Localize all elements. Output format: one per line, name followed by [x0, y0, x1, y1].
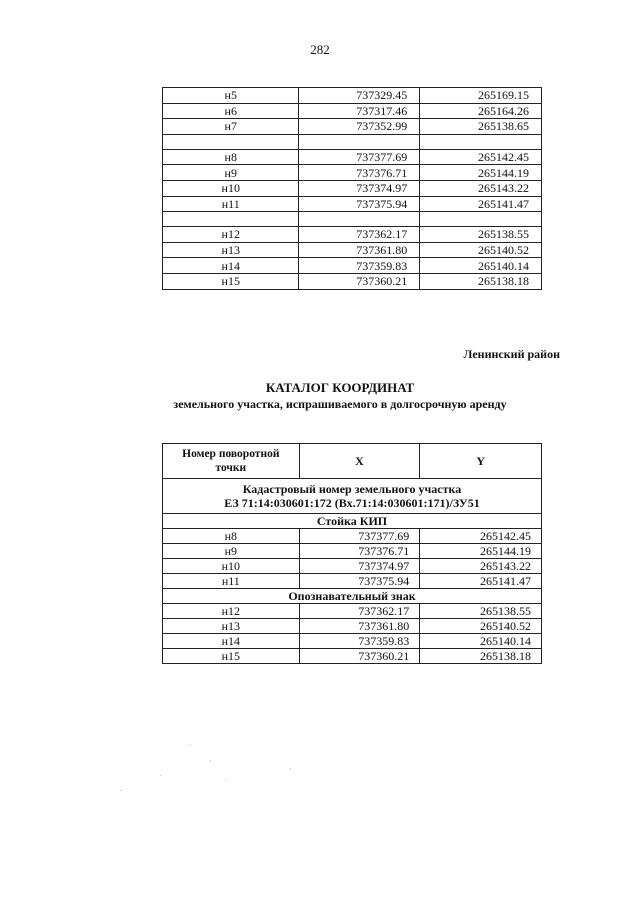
empty-cell — [420, 134, 542, 149]
x-coordinate-cell: 737359.83 — [299, 634, 420, 649]
y-coordinate-cell: 265138.18 — [420, 649, 542, 664]
point-number-cell: н7 — [163, 119, 299, 135]
section-name: Стойка КИП — [163, 514, 542, 529]
x-coordinate-cell: 737359.83 — [299, 258, 420, 274]
x-coordinate-cell: 737377.69 — [299, 529, 420, 544]
x-coordinate-cell: 737361.80 — [299, 242, 420, 258]
cadastral-number: ЕЗ 71:14:030601:172 (Вх.71:14:030601:171)/ЗУ51 — [224, 496, 480, 510]
empty-cell — [163, 212, 299, 227]
y-coordinate-cell: 265142.45 — [420, 529, 542, 544]
coordinates-table-catalog — [162, 443, 542, 664]
table-row — [163, 273, 542, 289]
y-coordinate-cell: 265138.55 — [420, 227, 542, 243]
empty-separator-row — [163, 134, 542, 149]
y-coordinate-cell: 265141.47 — [420, 574, 542, 589]
cadastral-label: Кадастровый номер земельного участка — [242, 482, 462, 496]
point-number-cell: н5 — [163, 88, 299, 104]
x-coordinate-cell: 737377.69 — [299, 149, 420, 165]
table-row — [163, 119, 542, 135]
table-row — [163, 604, 542, 619]
section-header-row — [163, 514, 542, 529]
empty-cell — [163, 134, 299, 149]
y-coordinate-cell: 265141.47 — [420, 196, 542, 212]
table-row — [163, 619, 542, 634]
point-number-cell: н12 — [163, 604, 300, 619]
x-coordinate-cell: 737362.17 — [299, 604, 420, 619]
x-coordinate-cell: 737361.80 — [299, 619, 420, 634]
point-number-cell: н10 — [163, 559, 300, 574]
empty-cell — [299, 134, 420, 149]
table-row — [163, 227, 542, 243]
y-coordinate-cell: 265138.18 — [420, 273, 542, 289]
y-coordinate-cell: 265143.22 — [420, 180, 542, 196]
point-number-cell: н13 — [163, 619, 300, 634]
point-number-cell: н15 — [163, 649, 300, 664]
x-coordinate-cell: 737360.21 — [299, 273, 420, 289]
coordinates-table-catalog-body — [163, 479, 542, 664]
scan-speck — [190, 745, 191, 746]
table-row — [163, 258, 542, 274]
x-coordinate-cell: 737375.94 — [299, 196, 420, 212]
point-number-cell: н14 — [163, 258, 299, 274]
point-number-cell: н8 — [163, 149, 299, 165]
coordinates-table-top-body — [163, 88, 542, 290]
x-coordinate-cell: 737352.99 — [299, 119, 420, 135]
x-coordinate-cell: 737376.71 — [299, 544, 420, 559]
point-number-cell: н14 — [163, 634, 300, 649]
district-name: Ленинский район — [463, 347, 560, 361]
point-number-cell: н12 — [163, 227, 299, 243]
x-coordinate-cell: 737374.97 — [299, 180, 420, 196]
section-header-row — [163, 589, 542, 604]
header-point-number: Номер поворотной точки — [163, 444, 300, 479]
section-name: Опознавательный знак — [163, 589, 542, 604]
table-row — [163, 242, 542, 258]
y-coordinate-cell: 265138.65 — [420, 119, 542, 135]
page-number: 282 — [310, 42, 330, 57]
point-number-cell: н8 — [163, 529, 300, 544]
table-row — [163, 634, 542, 649]
catalog-subtitle: земельного участка, испрашиваемого в долгосрочную аренду — [173, 397, 507, 411]
scan-speck — [210, 760, 211, 761]
x-coordinate-cell: 737360.21 — [299, 649, 420, 664]
point-number-cell: н15 — [163, 273, 299, 289]
y-coordinate-cell: 265140.52 — [420, 619, 542, 634]
y-coordinate-cell: 265142.45 — [420, 149, 542, 165]
table-row — [163, 180, 542, 196]
point-number-cell: н11 — [163, 574, 300, 589]
y-coordinate-cell: 265164.26 — [420, 103, 542, 119]
table-row — [163, 165, 542, 181]
coordinates-table-top — [162, 87, 542, 290]
table-row — [163, 196, 542, 212]
header-y: Y — [420, 444, 542, 479]
point-number-cell: н10 — [163, 180, 299, 196]
catalog-title: КАТАЛОГ КООРДИНАТ — [265, 380, 415, 395]
x-coordinate-cell: 737376.71 — [299, 165, 420, 181]
y-coordinate-cell: 265140.14 — [420, 634, 542, 649]
y-coordinate-cell: 265138.55 — [420, 604, 542, 619]
y-coordinate-cell: 265143.22 — [420, 559, 542, 574]
y-coordinate-cell: 265144.19 — [420, 544, 542, 559]
x-coordinate-cell: 737374.97 — [299, 559, 420, 574]
y-coordinate-cell: 265140.14 — [420, 258, 542, 274]
point-number-cell: н13 — [163, 242, 299, 258]
y-coordinate-cell: 265144.19 — [420, 165, 542, 181]
scan-speck — [120, 790, 121, 791]
point-number-cell: н9 — [163, 165, 299, 181]
scan-speck — [225, 780, 226, 781]
y-coordinate-cell: 265169.15 — [420, 88, 542, 104]
x-coordinate-cell: 737375.94 — [299, 574, 420, 589]
point-number-cell: н9 — [163, 544, 300, 559]
table-row — [163, 103, 542, 119]
scan-speck — [290, 768, 291, 769]
table-row — [163, 574, 542, 589]
table-row — [163, 649, 542, 664]
table-header-row — [163, 444, 542, 479]
table-row — [163, 544, 542, 559]
empty-cell — [420, 212, 542, 227]
scan-speck — [160, 775, 161, 776]
table-row — [163, 559, 542, 574]
table-row — [163, 529, 542, 544]
x-coordinate-cell: 737329.45 — [299, 88, 420, 104]
table-row — [163, 88, 542, 104]
point-number-cell: н6 — [163, 103, 299, 119]
x-coordinate-cell: 737317.46 — [299, 103, 420, 119]
header-x: X — [299, 444, 420, 479]
cadastral-number-cell — [163, 479, 542, 514]
empty-cell — [299, 212, 420, 227]
point-number-cell: н11 — [163, 196, 299, 212]
y-coordinate-cell: 265140.52 — [420, 242, 542, 258]
cadastral-number-row — [163, 479, 542, 514]
table-row — [163, 149, 542, 165]
x-coordinate-cell: 737362.17 — [299, 227, 420, 243]
empty-separator-row — [163, 212, 542, 227]
